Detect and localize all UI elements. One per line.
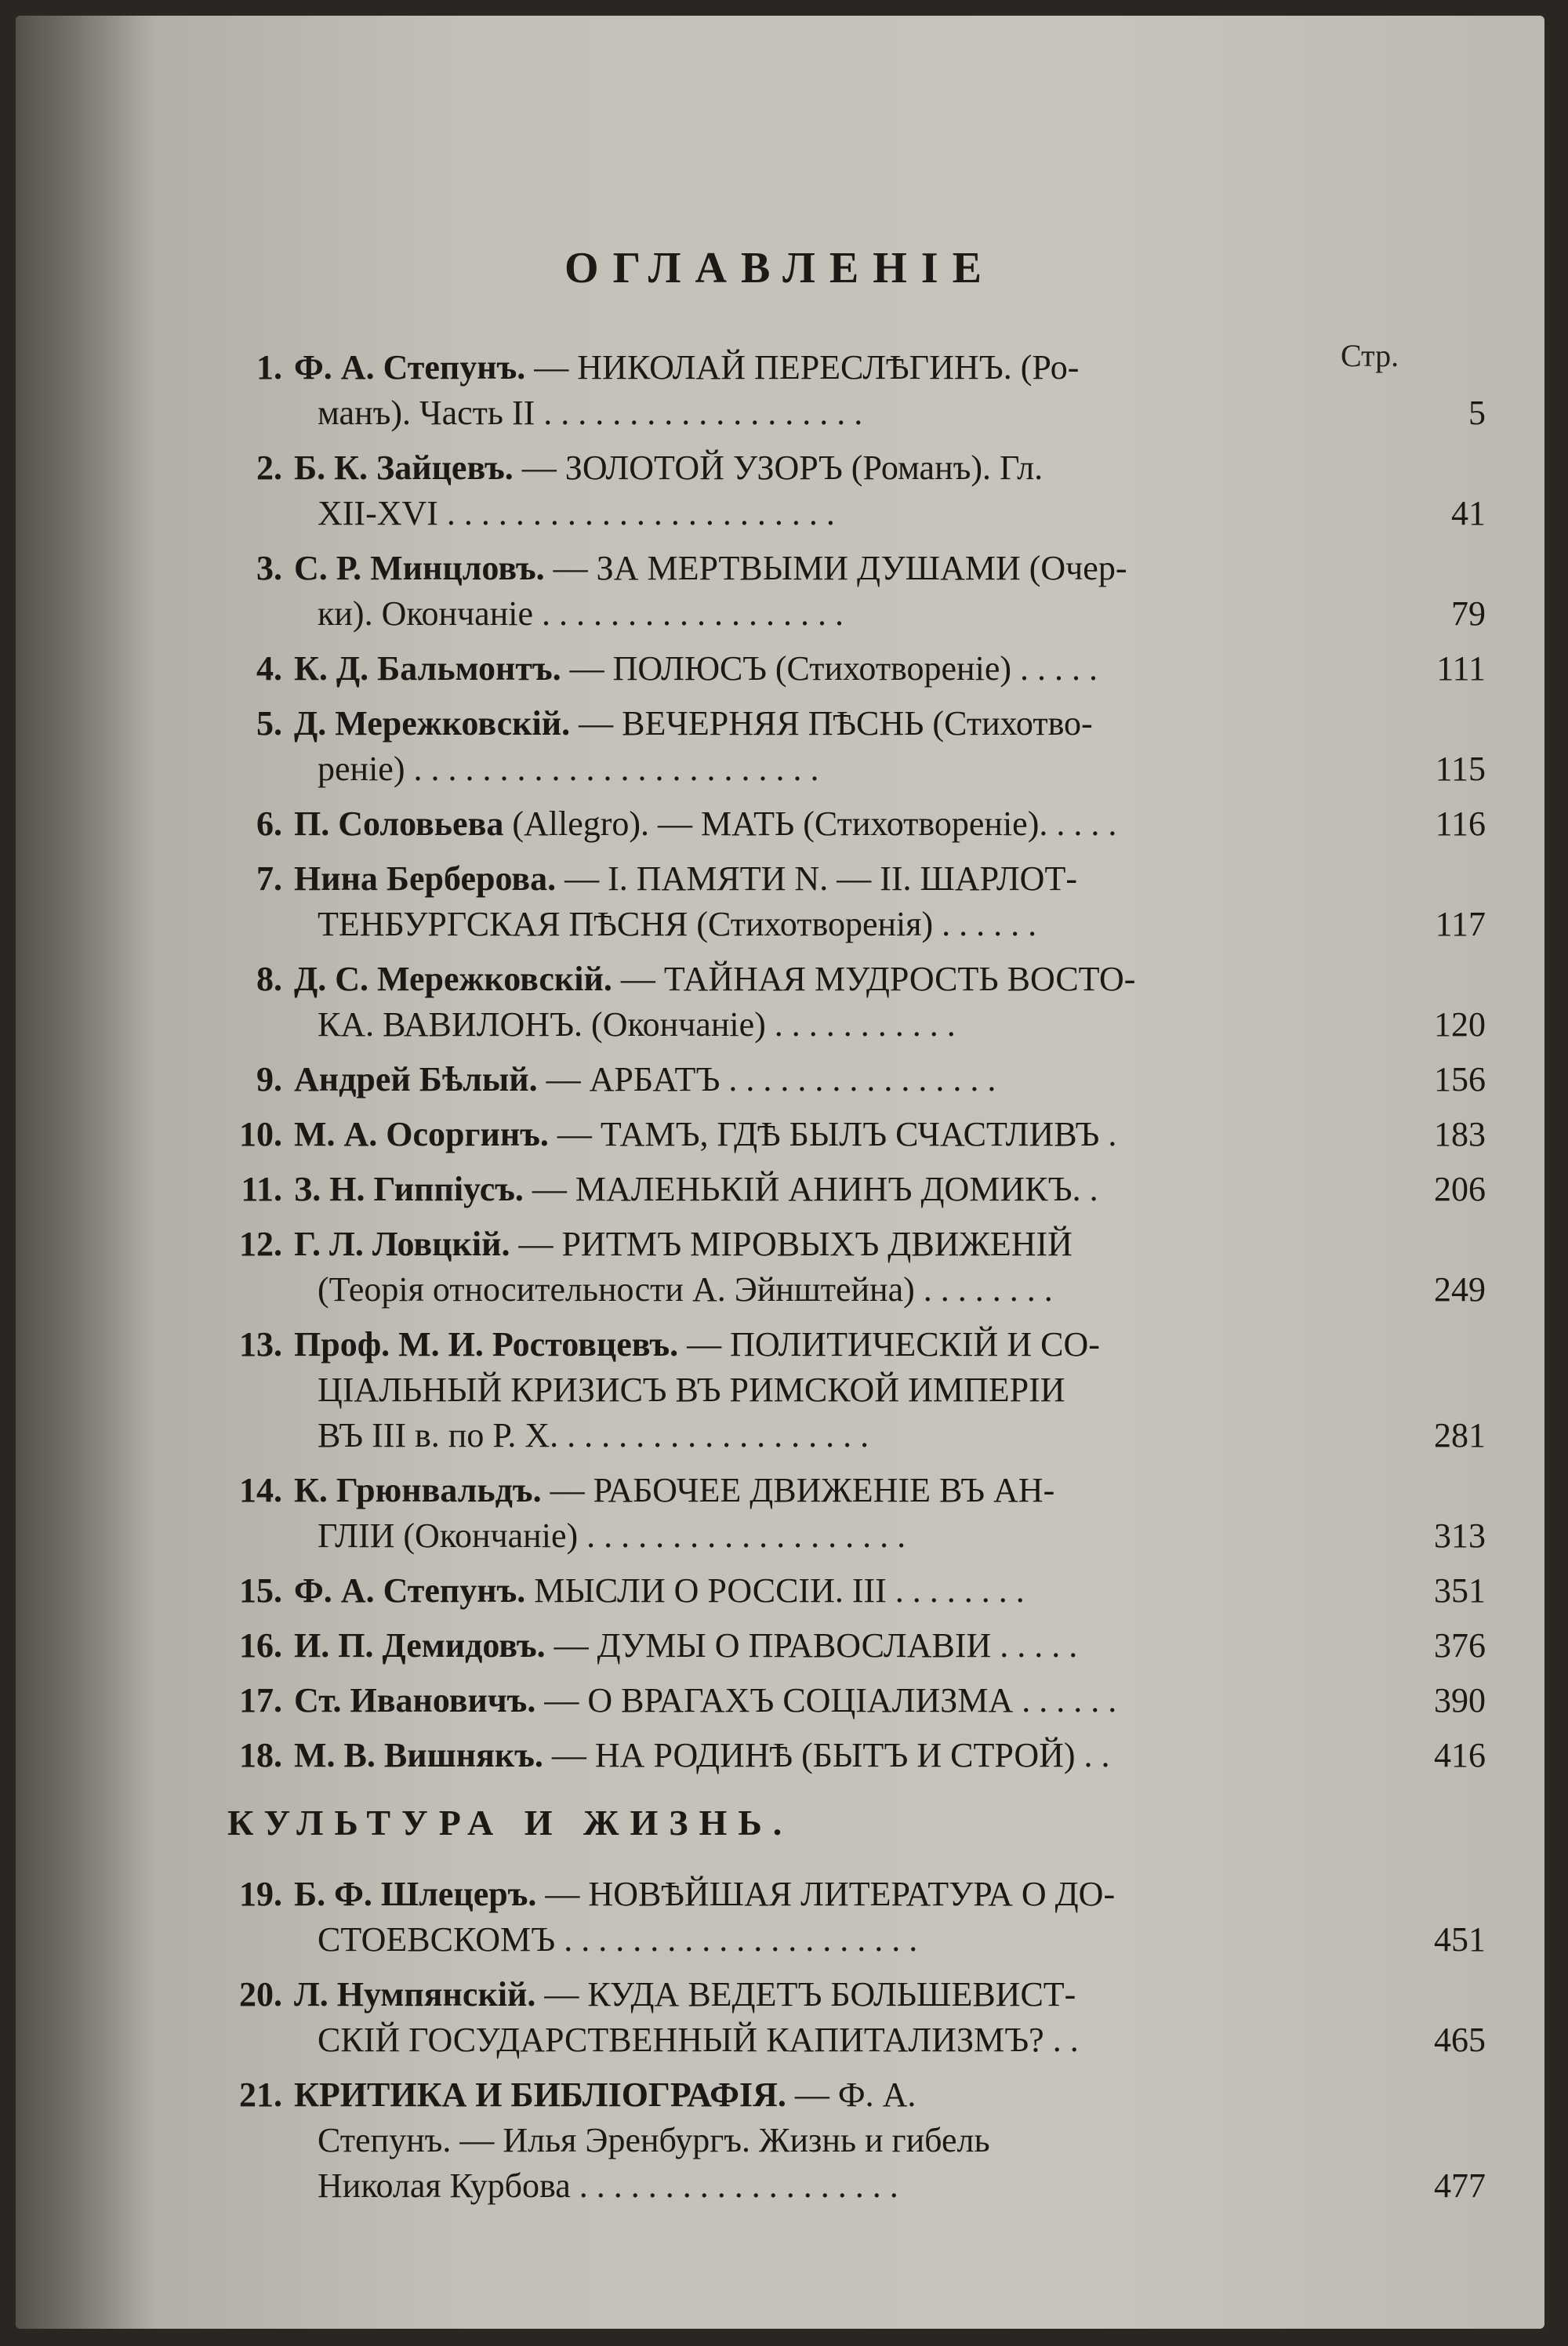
entry-title-text: ВЪ III в. по Р. Х. . . . . . . . . . . . . . . . . . . [318, 1416, 869, 1454]
entry-title-text: — ЗОЛОТОЙ УЗОРЪ (Романъ). Гл. [521, 448, 1044, 487]
toc-entry [239, 1322, 1486, 1458]
toc-entry [256, 856, 1486, 947]
entry-continuation-line [294, 1367, 1360, 1413]
entry-number: 11. [241, 1170, 282, 1208]
entry-page-number: 313 [1434, 1516, 1486, 1555]
page-column-label: Стр. [1341, 338, 1399, 373]
entry-continuation-line [294, 1267, 1360, 1313]
entry-author: Г. Л. Ловцкій. [294, 1225, 510, 1263]
entry-number: 21. [239, 2075, 282, 2114]
toc-entry [239, 1733, 1486, 1778]
entry-first-line [294, 1057, 1360, 1102]
entry-first-line [294, 801, 1360, 847]
entry-author: Ст. Ивановичъ. [294, 1681, 536, 1720]
entry-author: М. В. Вишнякъ. [294, 1736, 543, 1774]
entry-page-number: 115 [1435, 750, 1486, 788]
entry-number: 18. [239, 1736, 282, 1774]
entry-title-text: — НА РОДИНѢ (БЫТЪ И СТРОЙ) . . [551, 1736, 1110, 1774]
entry-continuation-line [294, 2017, 1360, 2063]
entry-number: 5. [256, 704, 282, 743]
entry-first-line [294, 345, 1360, 390]
toc-entry [256, 1057, 1486, 1102]
toc-entry [239, 1468, 1486, 1559]
toc-entry [256, 701, 1486, 792]
toc-entry [239, 1623, 1486, 1669]
entry-title-text: — ВЕЧЕРНЯЯ ПѢСНЬ (Стихотво- [579, 704, 1093, 743]
entry-number: 16. [239, 1626, 282, 1665]
toc-section-entries [239, 1872, 1486, 2209]
toc-entry [256, 445, 1486, 536]
toc-entry [239, 1678, 1486, 1723]
entry-page-number: 183 [1434, 1115, 1486, 1153]
entry-page-number: 249 [1434, 1270, 1486, 1309]
entry-first-line [294, 1112, 1360, 1157]
entry-first-line [294, 701, 1360, 746]
entry-continuation-line [294, 390, 1360, 436]
toc-entry [239, 1972, 1486, 2063]
entry-number: 13. [239, 1325, 282, 1364]
entry-author: КРИТИКА И БИБЛІОГРАФІЯ. [294, 2075, 786, 2114]
entry-author: Андрей Бѣлый. [294, 1060, 538, 1099]
entry-author: Ф. А. Степунъ. [294, 1571, 526, 1610]
entry-first-line [294, 1322, 1360, 1367]
entry-page-number: 5 [1468, 394, 1486, 432]
entry-continuation-line [294, 1917, 1360, 1963]
entry-number: 9. [256, 1060, 282, 1099]
entry-author: И. П. Демидовъ. [294, 1626, 546, 1665]
entry-author: Б. Ф. Шлецеръ. [294, 1875, 537, 1913]
entry-title-text: — ПОЛЮСЪ (Стихотвореніе) . . . . . [569, 649, 1098, 688]
entry-author: Б. К. Зайцевъ. [294, 448, 514, 487]
entry-page-number: 451 [1434, 1920, 1486, 1959]
toc-entry [256, 546, 1486, 637]
entry-author: Ф. А. Степунъ. [294, 348, 526, 387]
entry-number: 15. [239, 1571, 282, 1610]
toc-entry [239, 1568, 1486, 1614]
entry-page-number: 120 [1434, 1005, 1486, 1044]
entry-continuation-line [294, 902, 1360, 947]
toc-entry [239, 1112, 1486, 1157]
entry-title-text: манъ). Часть II . . . . . . . . . . . . . . . . . . . [318, 394, 863, 432]
entry-page-number: 111 [1436, 649, 1486, 688]
entry-title-text: ГЛІИ (Окончаніе) . . . . . . . . . . . . . . . . . . . [318, 1516, 906, 1555]
page-title: ОГЛАВЛЕНІЕ [564, 244, 996, 292]
entry-continuation-line [294, 1513, 1360, 1559]
entry-page-number: 390 [1434, 1681, 1486, 1720]
entry-page-number: 41 [1451, 494, 1486, 532]
entry-author: З. Н. Гиппіусъ. [294, 1170, 524, 1208]
toc-entry [239, 1222, 1486, 1313]
entry-first-line [294, 1872, 1360, 1917]
entry-title-text: — АРБАТЪ . . . . . . . . . . . . . . . . [546, 1060, 996, 1099]
entry-title-text: СКІЙ ГОСУДАРСТВЕННЫЙ КАПИТАЛИЗМЪ? . . [318, 2021, 1079, 2059]
entry-first-line [294, 1972, 1360, 2017]
entry-first-line [294, 1733, 1360, 1778]
entry-page-number: 117 [1435, 905, 1486, 943]
entry-author: К. Грюнвальдъ. [294, 1471, 542, 1509]
entry-title-text: — Ф. А. [794, 2075, 916, 2114]
entry-number: 19. [239, 1875, 282, 1913]
toc-entry [256, 801, 1486, 847]
table-of-contents [227, 345, 1486, 2218]
entry-title-text: — О ВРАГАХЪ СОЦІАЛИЗМА . . . . . . [544, 1681, 1117, 1720]
entry-title-text: СТОЕВСКОМЪ . . . . . . . . . . . . . . . . . . . . . [318, 1920, 918, 1959]
entry-title-text: — I. ПАМЯТИ N. — II. ШАРЛОТ- [564, 859, 1077, 898]
entry-title-text: ТЕНБУРГСКАЯ ПѢСНЯ (Стихотворенія) . . . . . . [318, 905, 1037, 943]
entry-page-number: 116 [1435, 804, 1486, 843]
entry-page-number: 79 [1451, 594, 1486, 633]
section-title: КУЛЬТУРА И ЖИЗНЬ. [227, 1803, 793, 1843]
entry-title-text: — МАЛЕНЬКІЙ АНИНЪ ДОМИКЪ. . [532, 1170, 1098, 1208]
toc-entry [256, 345, 1486, 436]
entry-title-text: — КУДА ВЕДЕТЪ БОЛЬШЕВИСТ- [544, 1975, 1076, 2014]
entry-page-number: 376 [1434, 1626, 1486, 1665]
entry-title-text: — НИКОЛАЙ ПЕРЕСЛѢГИНЪ. (Ро- [534, 348, 1080, 387]
entry-title-text: реніе) . . . . . . . . . . . . . . . . . . . . . . . . [318, 750, 819, 788]
entry-author: К. Д. Бальмонтъ. [294, 649, 561, 688]
entry-first-line [294, 445, 1360, 491]
entry-continuation-line [294, 746, 1360, 792]
entry-continuation-line [294, 1413, 1360, 1458]
entry-first-line [294, 957, 1360, 1002]
entry-number: 12. [239, 1225, 282, 1263]
entry-number: 20. [239, 1975, 282, 2014]
entry-title-text: — ДУМЫ О ПРАВОСЛАВІИ . . . . . [554, 1626, 1078, 1665]
entry-title-text: Степунъ. — Илья Эренбургъ. Жизнь и гибель [318, 2121, 990, 2159]
entry-title-text: Николая Курбова . . . . . . . . . . . . . . . . . . . [318, 2166, 898, 2205]
entry-first-line [294, 1568, 1360, 1614]
entry-author: Л. Нумпянскій. [294, 1975, 536, 2014]
entry-number: 1. [256, 348, 282, 387]
entry-number: 2. [256, 448, 282, 487]
entry-number: 17. [239, 1681, 282, 1720]
toc-entry [256, 646, 1486, 692]
toc-entry [239, 2072, 1486, 2209]
entry-number: 8. [256, 960, 282, 998]
toc-entry [256, 957, 1486, 1048]
entry-author: П. Соловьева [294, 804, 504, 843]
entry-first-line [294, 1678, 1360, 1723]
entry-number: 6. [256, 804, 282, 843]
entry-continuation-line [294, 591, 1360, 637]
toc-entries [239, 345, 1486, 1778]
entry-page-number: 156 [1434, 1060, 1486, 1099]
toc-entry [241, 1167, 1486, 1212]
entry-title-text: (Теорія относительности А. Эйнштейна) . . . . . . . . [318, 1270, 1053, 1309]
entry-number: 4. [256, 649, 282, 688]
entry-first-line [294, 646, 1360, 692]
entry-first-line [294, 1468, 1360, 1513]
entry-first-line [294, 1222, 1360, 1267]
entry-author: Д. С. Мережковскій. [294, 960, 612, 998]
entry-author: С. Р. Минцловъ. [294, 549, 545, 587]
entry-author: Нина Берберова. [294, 859, 557, 898]
entry-author: Д. Мережковскій. [294, 704, 571, 743]
entry-title-text: — РИТМЪ МІРОВЫХЪ ДВИЖЕНІЙ [518, 1225, 1073, 1263]
entry-title-text: — РАБОЧЕЕ ДВИЖЕНІЕ ВЪ АН- [550, 1471, 1055, 1509]
entry-title-text: КА. ВАВИЛОНЪ. (Окончаніе) . . . . . . . . . . . [318, 1005, 956, 1044]
entry-author: Проф. М. И. Ростовцевъ. [294, 1325, 679, 1364]
entry-page-number: 206 [1434, 1170, 1486, 1208]
entry-author: М. А. Осоргинъ. [294, 1115, 549, 1153]
toc-entry [239, 1872, 1486, 1963]
entry-title-text: ЦІАЛЬНЫЙ КРИЗИСЪ ВЪ РИМСКОЙ ИМПЕРІИ [318, 1371, 1065, 1409]
entry-title-text: — ПОЛИТИЧЕСКІЙ И СО- [687, 1325, 1100, 1364]
entry-page-number: 351 [1434, 1571, 1486, 1610]
entry-first-line [294, 856, 1360, 902]
entry-continuation-line [294, 1002, 1360, 1048]
entry-title-text: — НОВѢЙШАЯ ЛИТЕРАТУРА О ДО- [545, 1875, 1116, 1913]
spine-shadow [16, 16, 157, 2329]
entry-title-text: — ТАМЪ, ГДѢ БЫЛЪ СЧАСТЛИВЪ . [557, 1115, 1117, 1153]
entry-number: 14. [239, 1471, 282, 1509]
entry-continuation-line [294, 2118, 1360, 2163]
entry-title-text: XII-XVI . . . . . . . . . . . . . . . . . . . . . . . [318, 494, 835, 532]
entry-page-number: 281 [1434, 1416, 1486, 1454]
book-page [16, 16, 1544, 2329]
entry-title-text: — ЗА МЕРТВЫМИ ДУШАМИ (Очер- [553, 549, 1127, 587]
entry-title-text: (Allegro). — МАТЬ (Стихотвореніе). . . . . [512, 804, 1117, 843]
entry-number: 3. [256, 549, 282, 587]
entry-continuation-line [294, 491, 1360, 536]
entry-first-line [294, 1167, 1360, 1212]
entry-number: 10. [239, 1115, 282, 1153]
entry-continuation-line [294, 2163, 1360, 2209]
entry-first-line [294, 1623, 1360, 1669]
entry-number: 7. [256, 859, 282, 898]
entry-page-number: 416 [1434, 1736, 1486, 1774]
entry-page-number: 465 [1434, 2021, 1486, 2059]
entry-first-line [294, 2072, 1360, 2118]
entry-title-text: МЫСЛИ О РОССІИ. III . . . . . . . . [534, 1571, 1025, 1610]
entry-title-text: ки). Окончаніе . . . . . . . . . . . . . . . . . . [318, 594, 844, 633]
entry-page-number: 477 [1434, 2166, 1486, 2205]
entry-first-line [294, 546, 1360, 591]
entry-title-text: — ТАЙНАЯ МУДРОСТЬ ВОСТО- [620, 960, 1136, 998]
